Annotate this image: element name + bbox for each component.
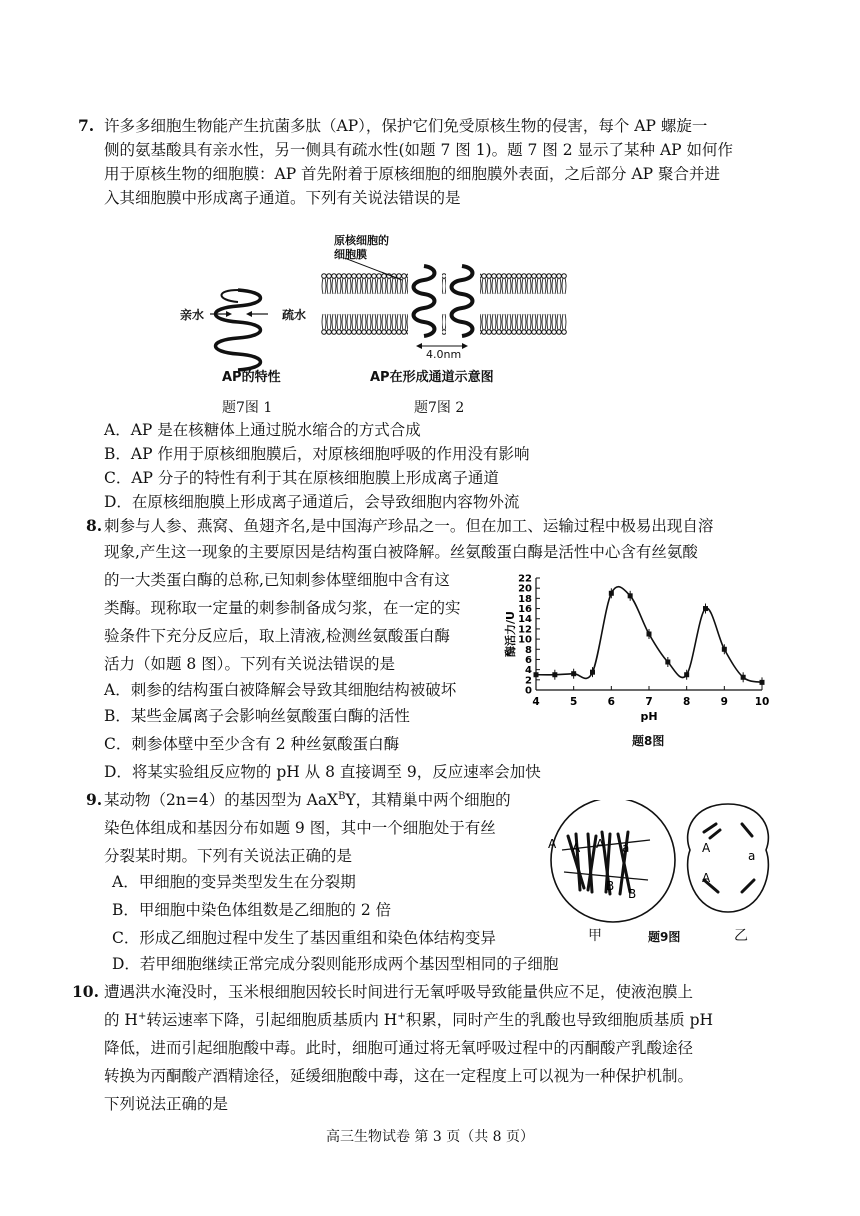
question-9-line-3: 分裂某时期。下列有关说法正确的是 [104, 847, 353, 865]
question-8-line-5: 验条件下充分反应后，取上清液,检测丝氨酸蛋白酶 [104, 627, 450, 645]
gene-label-a5: A [702, 841, 711, 855]
fig7-2-caption: 题7图 2 [414, 400, 465, 416]
question-7-number: 7. [78, 116, 95, 135]
fig7-1-hydrophobic-label: 疏水 [282, 308, 307, 322]
gene-label-a4: a [622, 841, 630, 855]
enzyme-activity-chart [500, 566, 780, 746]
y-tick-label: 6 [525, 654, 532, 666]
fig7-2-membrane [320, 258, 570, 358]
question-10-line-2 [104, 1010, 713, 1030]
question-8-line-4: 类酶。现称取一定量的刺参制备成匀浆，在一定的实 [104, 599, 461, 617]
y-tick-label: 12 [518, 624, 532, 636]
x-tick-label: 4 [532, 696, 540, 708]
y-tick-label: 22 [518, 573, 532, 585]
fig7-2-distance-label: 4.0nm [426, 348, 462, 361]
question-9-option-a: A．甲细胞的变异类型发生在分裂期 [112, 873, 356, 891]
question-10-line-1: 遭遇洪水淹没时，玉米根细胞因较长时间进行无氧呼吸导致能量供应不足，使液泡膜上 [104, 983, 694, 1001]
question-7-line-4: 入其细胞膜中形成离子通道。下列有关说法错误的是 [104, 189, 461, 207]
gene-label-a3: A [596, 837, 605, 851]
fig7-2-title: AP在形成通道示意图 [370, 370, 494, 385]
x-tick-label: 10 [754, 696, 770, 708]
cell-jia-label: 甲 [588, 928, 602, 944]
y-axis-label: 酶活力/U [504, 611, 517, 657]
question-8-option-d: D．将某实验组反应物的 pH 从 8 直接调至 9，反应速率会加快 [104, 763, 541, 781]
x-tick-label: 7 [645, 696, 653, 708]
gene-label-b1: B [606, 879, 615, 893]
question-9-line-1-post: Y，其精巢中两个细胞的 [345, 791, 511, 809]
y-tick-label: 4 [525, 665, 532, 677]
cell-yi-label: 乙 [734, 928, 748, 944]
y-tick-label: 14 [518, 614, 532, 626]
question-8-option-c: C．刺参体壁中至少含有 2 种丝氨酸蛋白酶 [104, 735, 400, 753]
gene-label-a2: A [572, 841, 581, 855]
question-7-option-a: A．AP 是在核糖体上通过脱水缩合的方式合成 [104, 421, 421, 439]
cell-yi-membrane [688, 804, 769, 912]
question-8-line-2: 现象,产生这一现象的主要原因是结构蛋白被降解。丝氨酸蛋白酶是活性中心含有丝氨酸 [104, 543, 698, 561]
lipid-bilayer [322, 274, 567, 335]
question-7-option-c: C．AP 分子的特性有利于其在原核细胞膜上形成离子通道 [104, 469, 499, 487]
question-10-line-2-pre: 的 H [104, 1011, 138, 1029]
question-8-option-b: B．某些金属离子会影响丝氨酸蛋白酶的活性 [104, 707, 410, 725]
question-7-line-1: 许多多细胞生物能产生抗菌多肽（AP），保护它们免受原核生物的侵害，每个 AP 螺旋一 [104, 117, 708, 135]
question-8-line-3: 的一大类蛋白酶的总称,已知刺参体壁细胞中含有这 [104, 571, 450, 589]
question-8-line-6: 活力（如题 8 图）。下列有关说法错误的是 [104, 655, 395, 673]
fig9-cells [538, 800, 788, 948]
cell-jia-membrane [551, 800, 675, 922]
x-tick-label: 6 [607, 696, 615, 708]
question-10-superscript-1: + [137, 1010, 147, 1022]
y-tick-label: 16 [518, 604, 532, 616]
question-10-line-2-post: 积累，同时产生的乳酸也导致细胞质基质 pH [405, 1011, 714, 1029]
question-7-line-3: 用于原核生物的细胞膜：AP 首先附着于原核细胞的细胞膜外表面，之后部分 AP 聚合并进 [104, 165, 721, 183]
fig7-2-membrane-label-1: 原核细胞的 [334, 234, 389, 247]
question-10-number: 10. [72, 982, 99, 1001]
fig7-1-title: AP的特性 [222, 370, 281, 385]
question-8-line-1: 刺参与人参、燕窝、鱼翅齐名,是中国海产珍品之一。但在加工、运输过程中极易出现自溶 [104, 517, 714, 535]
question-9-line-1-pre: 某动物（2n=4）的基因型为 AaX [104, 791, 339, 809]
gene-label-a1: A [548, 837, 557, 851]
y-tick-label: 20 [518, 583, 532, 595]
fig7-1-hydrophilic-label: 亲水 [180, 308, 205, 322]
y-tick-label: 0 [525, 685, 532, 697]
question-10-line-5: 下列说法正确的是 [104, 1095, 229, 1113]
x-axis-label: pH [640, 710, 658, 723]
gene-label-b2: B [628, 887, 637, 901]
question-9-option-c: C．形成乙细胞过程中发生了基因重组和染色体结构变异 [112, 929, 496, 947]
fig9-caption: 题9图 [648, 930, 681, 944]
question-9-option-b: B．甲细胞中染色体组数是乙细胞的 2 倍 [112, 901, 392, 919]
x-tick-label: 5 [570, 696, 578, 708]
question-10-superscript-2: + [397, 1010, 406, 1022]
y-tick-label: 10 [518, 634, 532, 646]
y-tick-label: 8 [525, 644, 532, 656]
page-footer: 高三生物试卷 第 3 页（共 8 页） [325, 1129, 535, 1145]
y-tick-label: 2 [525, 675, 532, 687]
x-tick-label: 9 [720, 696, 728, 708]
fig7-1-caption: 题7图 1 [222, 400, 273, 416]
question-7-option-b: B．AP 作用于原核细胞膜后，对原核细胞呼吸的作用没有影响 [104, 445, 530, 463]
question-9-number: 9. [86, 790, 103, 809]
question-10-line-4: 转换为丙酮酸产酒精途径，延缓细胞酸中毒，这在一定程度上可以视为一种保护机制。 [104, 1067, 694, 1085]
fig7-2-membrane-label-2: 细胞膜 [334, 248, 367, 261]
question-10-line-2-mid: 转运速率下降，引起细胞质基质内 H [146, 1011, 398, 1029]
x-tick-label: 8 [683, 696, 691, 708]
question-9-superscript-b: B [338, 790, 346, 802]
cell-yi-chromosomes [704, 824, 754, 892]
gene-label-a7: A [702, 871, 711, 885]
y-tick-label: 18 [518, 593, 532, 605]
question-9-line-2: 染色体组成和基因分布如题 9 图，其中一个细胞处于有丝 [104, 819, 496, 837]
question-9-line-1 [104, 790, 511, 810]
question-7-line-2: 侧的氨基酸具有亲水性，另一侧具有疏水性(如题 7 图 1)。题 7 图 2 显示了某种 AP 如何作 [104, 141, 734, 159]
fig8-caption: 题8图 [632, 734, 665, 748]
question-10-line-3: 降低，进而引起细胞酸中毒。此时，细胞可通过将无氧呼吸过程中的丙酮酸产乳酸途径 [104, 1039, 694, 1057]
question-8-option-a: A．刺参的结构蛋白被降解会导致其细胞结构被破坏 [104, 681, 457, 699]
question-9-option-d: D．若甲细胞继续正常完成分裂则能形成两个基因型相同的子细胞 [112, 955, 559, 973]
question-8-number: 8. [86, 516, 103, 535]
question-7-option-d: D．在原核细胞膜上形成离子通道后，会导致细胞内容物外流 [104, 493, 520, 511]
gene-label-a6: a [748, 849, 756, 863]
